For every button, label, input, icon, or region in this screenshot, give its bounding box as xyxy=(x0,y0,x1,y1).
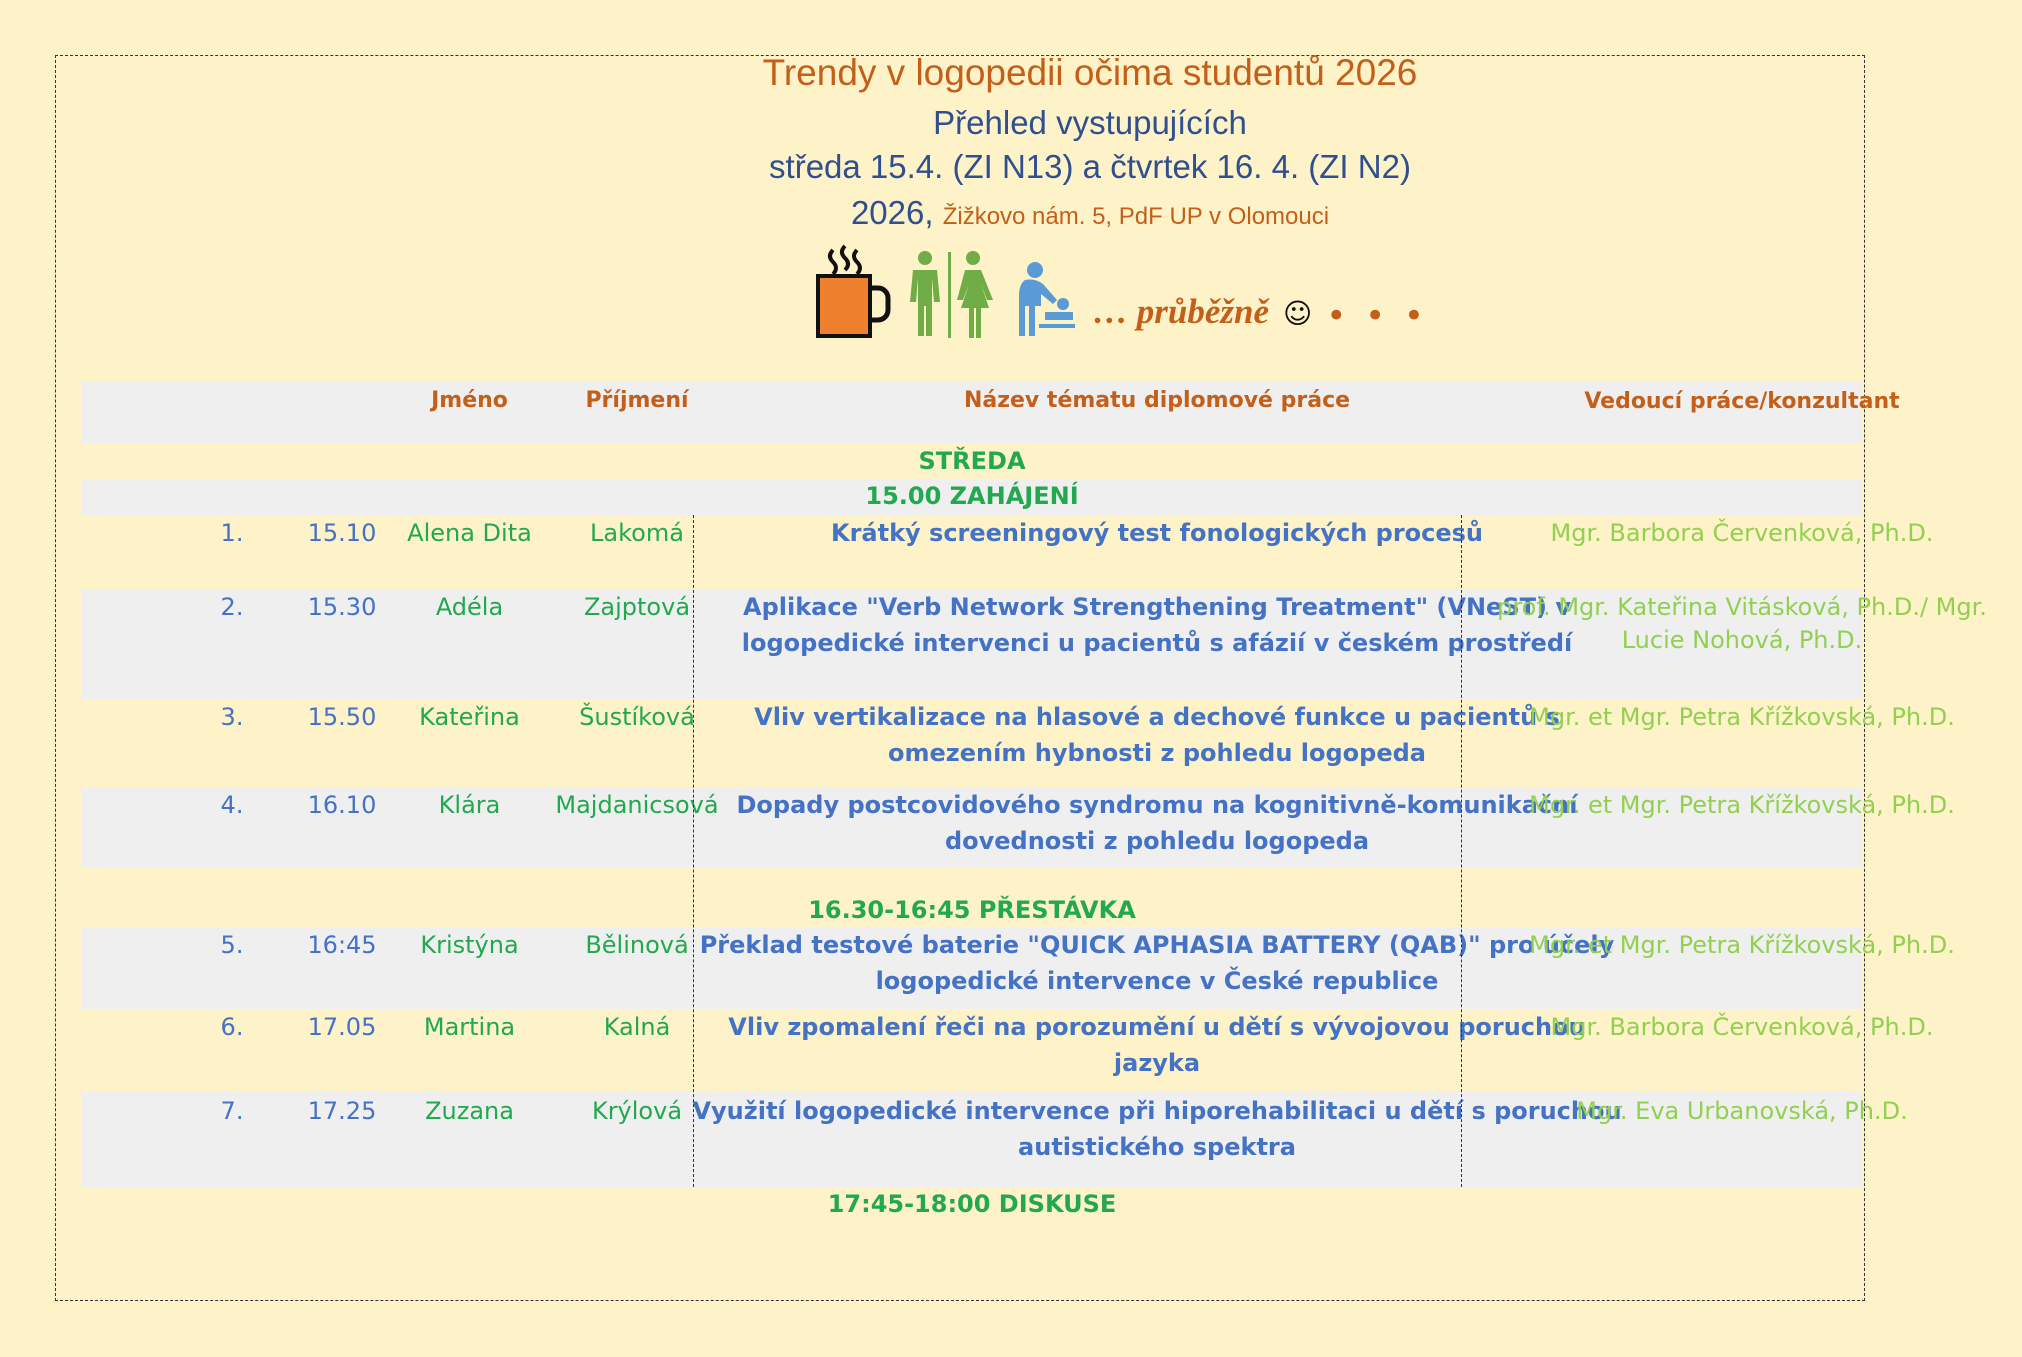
event-year: 2026, xyxy=(850,194,934,231)
section-break: 16.30-16:45 PŘESTÁVKA xyxy=(808,896,1136,924)
row-last-name: Zajptová xyxy=(583,593,691,621)
header-topic: Název tématu diplomové práce xyxy=(963,388,1351,413)
row-time: 16:45 xyxy=(307,931,377,959)
row-last-name: Šustíková xyxy=(579,703,695,731)
table-row xyxy=(82,1091,1908,1187)
row-topic: Dopady postcovidového syndromu na kognitivně-komunikační dovednosti z pohledu logopeda xyxy=(736,791,1578,855)
row-time: 15.10 xyxy=(307,519,377,547)
event-location xyxy=(600,194,1580,232)
header-supervisor: Vedoucí práce/konzultant xyxy=(1584,389,1900,414)
row-last-name: Majdanicsová xyxy=(555,791,719,819)
row-number: 1. xyxy=(220,519,244,547)
baby-changing-icon xyxy=(1009,260,1075,340)
section-opening: 15.00 ZAHÁJENÍ xyxy=(865,482,1079,510)
ellipsis-dots: • • • xyxy=(1326,296,1428,336)
row-supervisor: Mgr. Eva Urbanovská, Ph.D. xyxy=(1576,1097,1908,1125)
row-topic: Krátký screeningový test fonologických procesů xyxy=(830,519,1484,547)
row-supervisor: Mgr. et Mgr. Petra Křížkovská, Ph.D. xyxy=(1529,703,1955,731)
row-first-name: Zuzana xyxy=(425,1097,514,1125)
row-number: 3. xyxy=(220,703,244,731)
row-time: 15.50 xyxy=(307,703,377,731)
toilets-icon xyxy=(905,250,995,340)
section-day: STŘEDA xyxy=(918,447,1026,475)
row-time: 17.25 xyxy=(307,1097,377,1125)
row-first-name: Klára xyxy=(438,791,501,819)
row-number: 7. xyxy=(220,1097,244,1125)
column-divider xyxy=(693,515,694,1187)
header-first-name: Jméno xyxy=(431,388,508,413)
row-number: 2. xyxy=(220,593,244,621)
row-topic: Aplikace "Verb Network Strengthening Treatment" (VNeST) v logopedické intervenci u pacientů s afázií v českém prostředí xyxy=(741,593,1573,657)
row-last-name: Krýlová xyxy=(591,1097,683,1125)
row-first-name: Martina xyxy=(423,1013,516,1041)
row-number: 4. xyxy=(220,791,244,819)
table-row xyxy=(82,589,1987,699)
row-last-name: Lakomá xyxy=(590,519,684,547)
page-subtitle: Přehled vystupujících xyxy=(933,104,1247,141)
row-time: 15.30 xyxy=(307,593,377,621)
row-last-name: Bělinová xyxy=(585,931,689,959)
section-discussion: 17:45-18:00 DISKUSE xyxy=(827,1190,1117,1218)
row-first-name: Kristýna xyxy=(420,931,519,959)
column-divider xyxy=(1461,515,1462,1187)
row-supervisor: Mgr. Barbora Červenková, Ph.D. xyxy=(1550,519,1934,547)
row-first-name: Adéla xyxy=(435,593,504,621)
running-label: … průběžně xyxy=(1093,292,1269,331)
row-supervisor: Mgr. et Mgr. Petra Křížkovská, Ph.D. xyxy=(1529,791,1955,819)
row-supervisor: Mgr. et Mgr. Petra Křížkovská, Ph.D. xyxy=(1529,931,1955,959)
coffee-mug-icon xyxy=(815,240,891,340)
row-first-name: Kateřina xyxy=(419,703,520,731)
smiley-icon: ☺ xyxy=(1283,297,1313,330)
row-supervisor: prof. Mgr. Kateřina Vitásková, Ph.D./ Mgr. Lucie Nohová, Ph.D. xyxy=(1497,593,1987,654)
table-row xyxy=(82,515,1934,587)
table-row xyxy=(82,927,1955,1009)
table-header xyxy=(82,381,1900,443)
event-place: Žižkovo nám. 5, PdF UP v Olomouci xyxy=(942,203,1330,230)
row-topic: Vliv zpomalení řeči na porozumění u dětí s vývojovou poruchou jazyka xyxy=(728,1013,1586,1077)
row-first-name: Alena Dita xyxy=(407,519,532,547)
row-topic: Vliv vertikalizace na hlasové a dechové funkce u pacientů s omezením hybnosti z pohledu logopeda xyxy=(754,703,1560,767)
table-row xyxy=(82,1009,1934,1091)
row-time: 16.10 xyxy=(307,791,377,819)
row-topic: Využití logopedické intervence při hiporehabilitaci u dětí s poruchou autistického spektra xyxy=(692,1097,1622,1161)
event-dates: středa 15.4. (ZI N13) a čtvrtek 16. 4. (ZI N2) xyxy=(769,148,1411,185)
page-title: Trendy v logopedii očima studentů 2026 xyxy=(762,52,1418,93)
row-number: 5. xyxy=(220,931,244,959)
row-number: 6. xyxy=(220,1013,244,1041)
table-row xyxy=(82,699,1955,787)
table-row xyxy=(82,787,1955,867)
row-topic: Překlad testové baterie "QUICK APHASIA BATTERY (QAB)" pro účely logopedické intervence v České republice xyxy=(699,931,1615,995)
row-last-name: Kalná xyxy=(603,1013,671,1041)
header-last-name: Příjmení xyxy=(585,388,689,413)
row-supervisor: Mgr. Barbora Červenková, Ph.D. xyxy=(1550,1013,1934,1041)
breaks-info xyxy=(815,240,1428,340)
row-time: 17.05 xyxy=(307,1013,377,1041)
